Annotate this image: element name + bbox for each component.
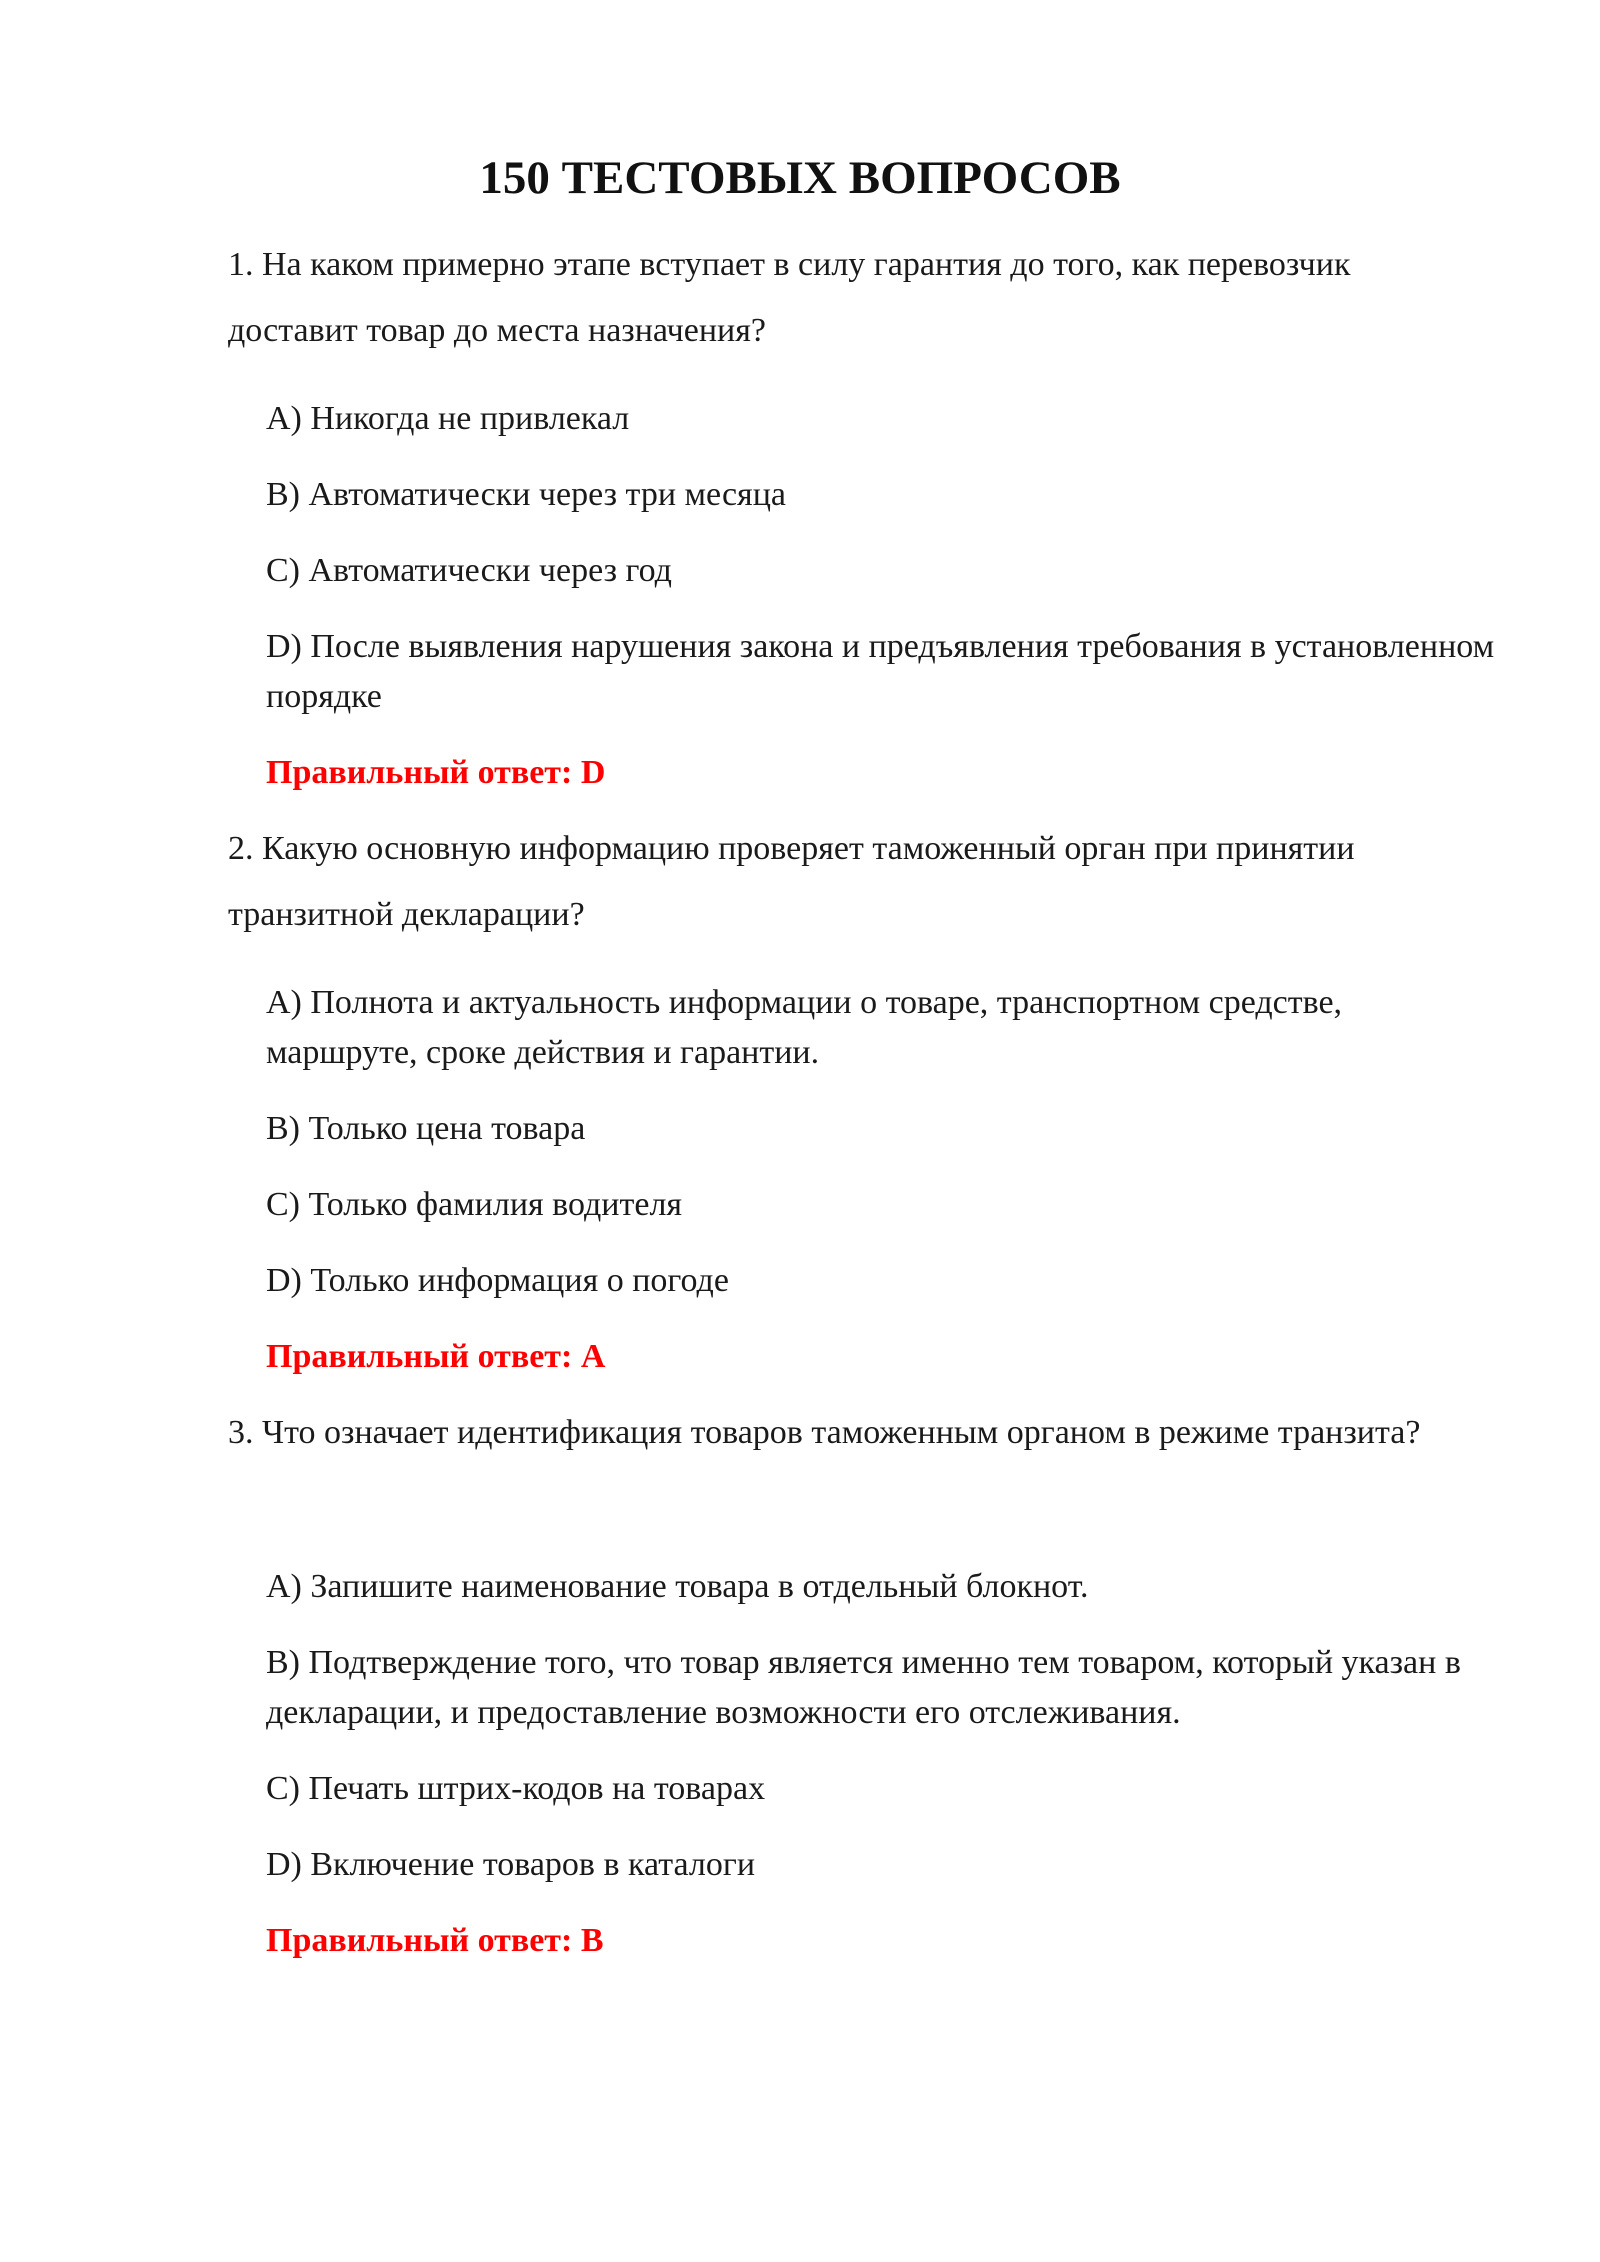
question-2-option-d: D) Только информация о погоде — [266, 1262, 729, 1299]
question-3-correct-answer: Правильный ответ: B — [266, 1922, 604, 1959]
question-2-option-a: A) Полнота и актуальность информации о товаре, транспортном средстве, маршруте, сроке действия и гарантии. — [266, 984, 1343, 1071]
question-3-option-a: A) Запишите наименование товара в отдельный блокнот. — [266, 1568, 1089, 1605]
question-3-option-d: D) Включение товаров в каталоги — [266, 1846, 756, 1883]
question-2-option-b: B) Только цена товара — [266, 1110, 586, 1147]
question-1-correct-answer: Правильный ответ: D — [266, 754, 606, 791]
question-3-text: 3. Что означает идентификация товаров таможенным органом в режиме транзита? — [228, 1414, 1421, 1451]
question-2-text: 2. Какую основную информацию проверяет таможенный орган при принятии транзитной декларации? — [228, 830, 1355, 933]
question-1-option-a: A) Никогда не привлекал — [266, 400, 630, 437]
question-1-option-c: C) Автоматически через год — [266, 552, 672, 589]
question-1-option-b: B) Автоматически через три месяца — [266, 476, 786, 513]
document-title: 150 ТЕСТОВЫХ ВОПРОСОВ — [479, 152, 1121, 204]
question-1-text: 1. На каком примерно этапе вступает в силу гарантия до того, как перевозчик доставит товар до места назначения? — [228, 246, 1351, 349]
question-1-option-d: D) После выявления нарушения закона и предъявления требования в установленном порядке — [266, 628, 1495, 715]
question-2-option-c: C) Только фамилия водителя — [266, 1186, 683, 1223]
question-3-option-b: B) Подтверждение того, что товар является именно тем товаром, который указан в декларации, и предоставление возможности его отслеживания. — [266, 1644, 1461, 1731]
question-2-correct-answer: Правильный ответ: A — [266, 1338, 606, 1375]
question-3-option-c: C) Печать штрих-кодов на товарах — [266, 1770, 766, 1807]
